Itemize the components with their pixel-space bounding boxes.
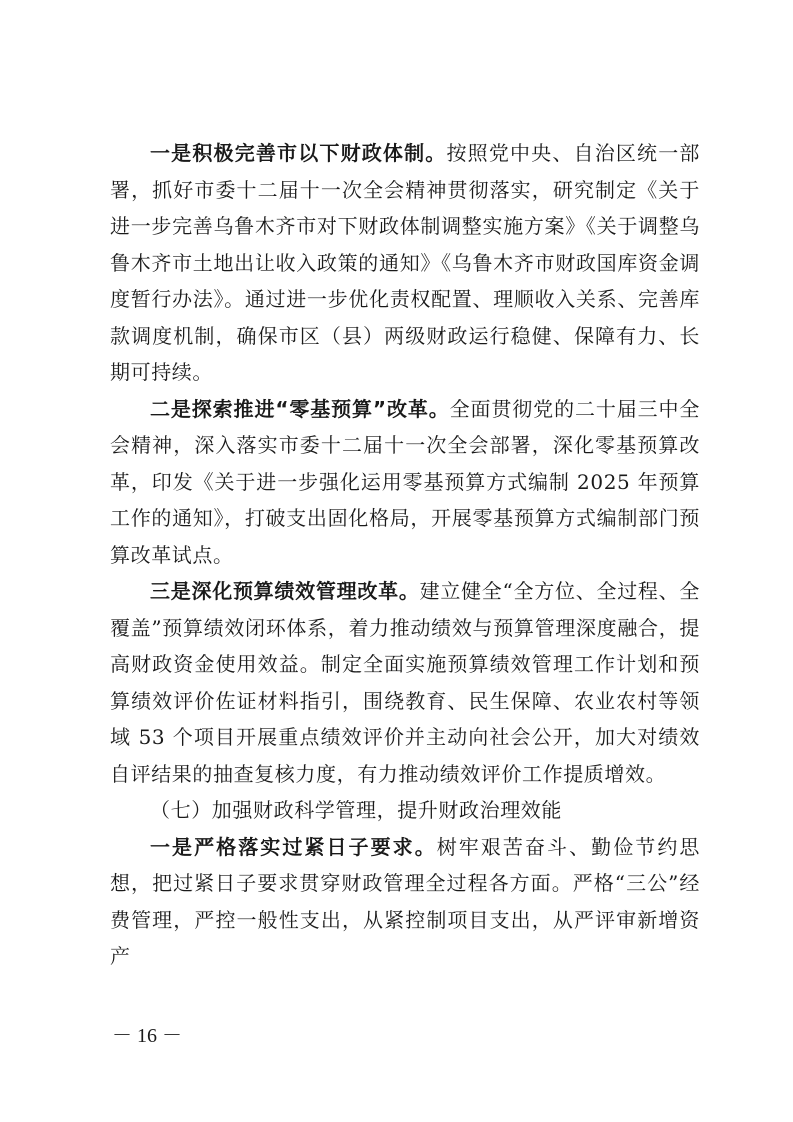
section-heading: （七）加强财政科学管理，提升财政治理效能 bbox=[150, 798, 562, 822]
paragraph-zero-based-budget bbox=[110, 391, 700, 574]
paragraph-text: 按照党中央、自治区统一部署，抓好市委十二届十一次全会精神贯彻落实，研究制定《关于进一步完善乌鲁木齐市对下财政体制调整实施方案》《关于调整乌鲁木齐市土地出让收入政策的通知》《乌鲁木齐市财政国库资金调度暂行办法》。通过进一步优化责权配置、理顺收入关系、完善库款调度机制，确保市区（县）两级财政运行稳健、保障有力、长期可持续。 bbox=[110, 141, 701, 384]
paragraph-text: 全面贯彻党的二十届三中全会精神，深入落实市委十二届十一次全会部署，深化零基预算改革，印发《关于进一步强化运用零基预算方式编制 2025 年预算工作的通知》，打破支出固化格局，开展零基预算方式编制部门预算改革试点。 bbox=[110, 396, 700, 567]
page-number: － 16 － bbox=[112, 1025, 182, 1047]
paragraph-fiscal-system bbox=[110, 135, 700, 391]
document-body bbox=[110, 135, 700, 975]
paragraph-lead: 二是探索推进“零基预算”改革。 bbox=[150, 396, 450, 421]
paragraph-lead: 三是深化预算绩效管理改革。 bbox=[150, 579, 420, 603]
paragraph-text: 建立健全“全方位、全过程、全覆盖”预算绩效闭环体系，着力推动绩效与预算管理深度融合，提高财政资金使用效益。制定全面实施预算绩效管理工作计划和预算绩效评价佐证材料指引，围绕教育、民生保障、农业农村等领域 53 个项目开展重点绩效评价并主动向社会公开，加大对绩效自评结果的抽查复核力度，有力推动绩效评价工作提质增效。 bbox=[110, 579, 700, 786]
paragraph-lead: 一是积极完善市以下财政体制。 bbox=[150, 141, 447, 165]
paragraph-lead: 一是严格落实过紧日子要求。 bbox=[150, 834, 437, 859]
paragraph-performance-management bbox=[110, 573, 700, 792]
paragraph-frugality bbox=[110, 829, 700, 975]
paragraph-text: 树牢艰苦奋斗、勤俭节约思想，把过紧日子要求贯穿财政管理全过程各方面。严格“三公”经费管理，严控一般性支出，从紧控制项目支出，从严评审新增资产 bbox=[110, 834, 700, 968]
